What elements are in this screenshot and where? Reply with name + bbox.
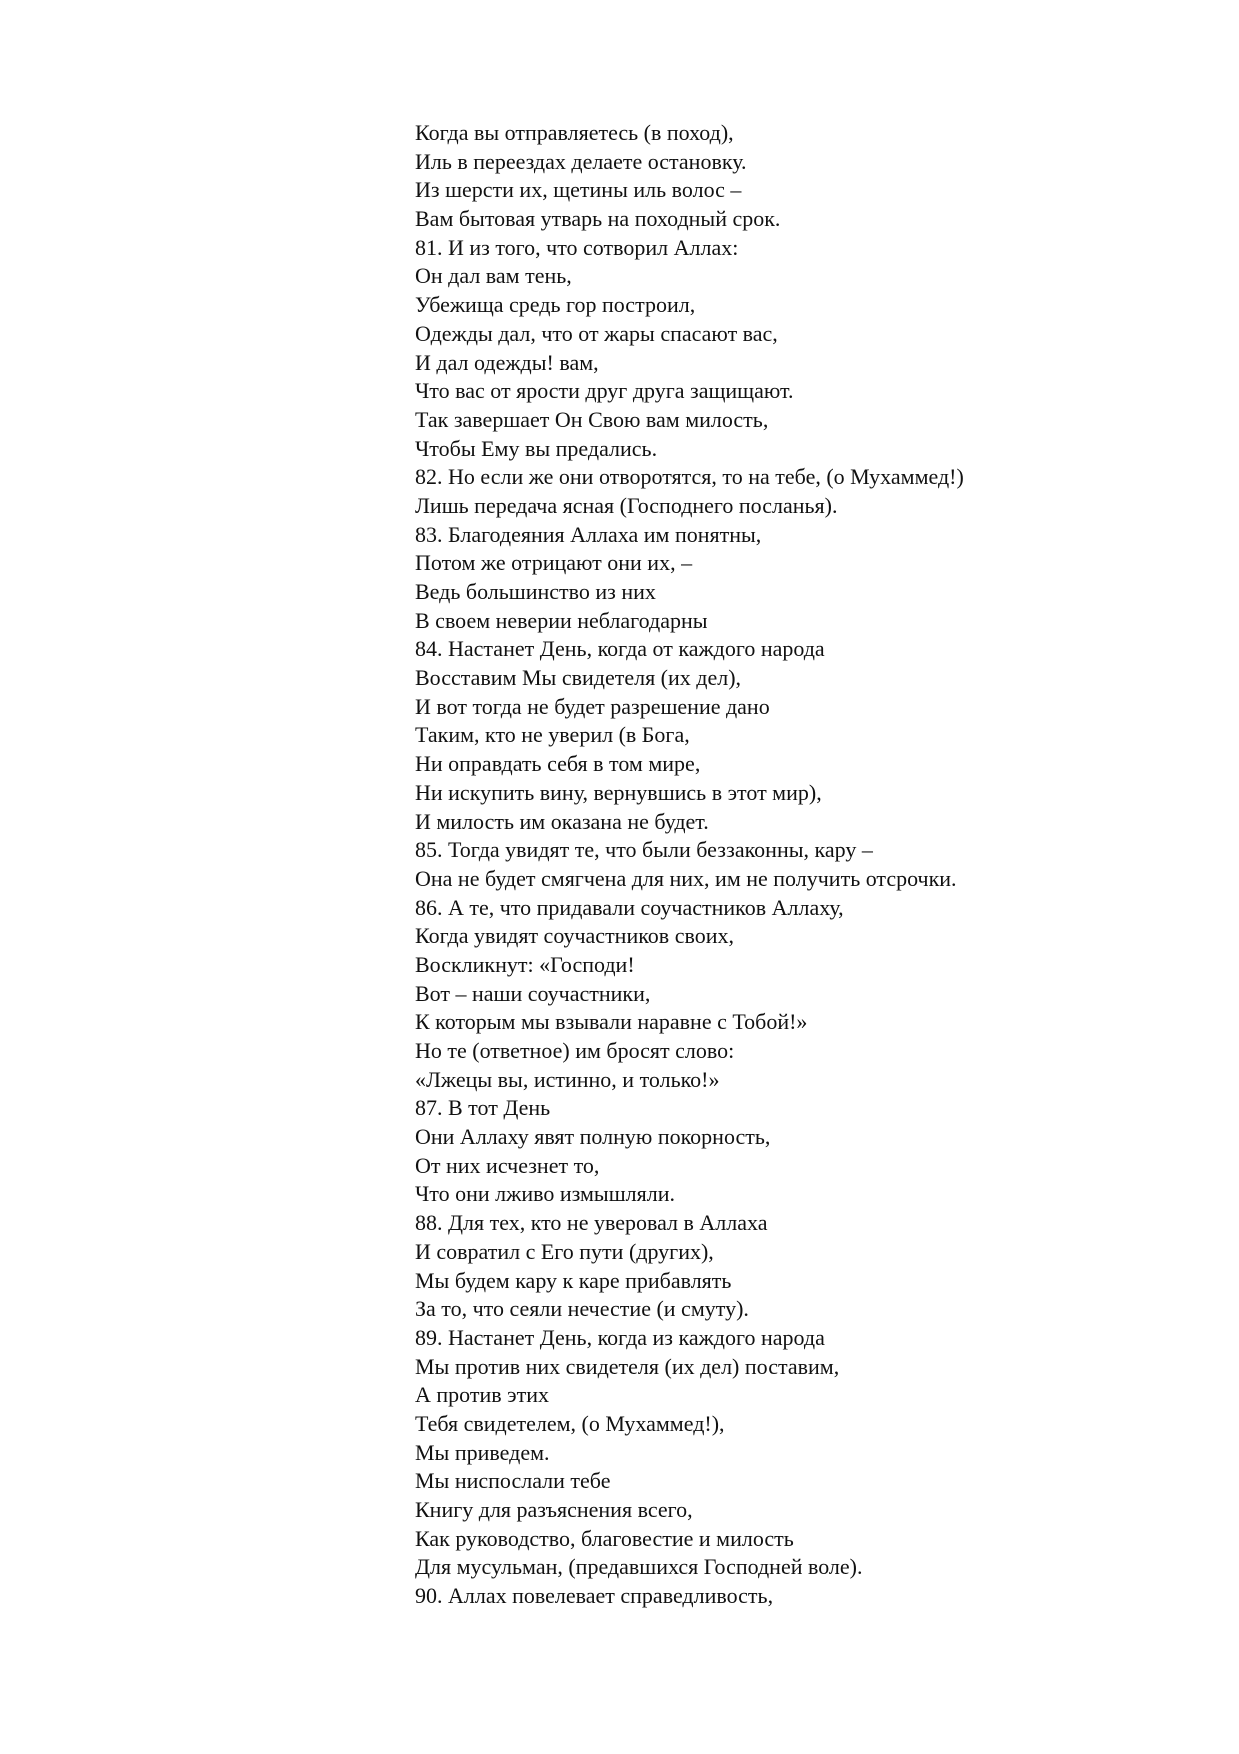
text-line: Так завершает Он Свою вам милость, bbox=[415, 406, 769, 432]
text-line: За то, что сеяли нечестие (и смуту). bbox=[415, 1296, 749, 1322]
text-line: Они Аллаху явят полную покорность, bbox=[415, 1124, 771, 1150]
text-line: Когда вы отправляетесь (в поход), bbox=[415, 120, 734, 145]
text-line: Тебя свидетелем, (о Мухаммед!), bbox=[415, 1410, 725, 1436]
text-line: Как руководство, благовестие и милость bbox=[415, 1525, 794, 1551]
verse-text-block bbox=[415, 119, 1215, 1611]
text-line: В своем неверии неблагодарны bbox=[415, 607, 708, 633]
text-line: Из шерсти их, щетины иль волос – bbox=[415, 177, 742, 203]
text-line: От них исчезнет то, bbox=[415, 1152, 600, 1178]
text-line: Ведь большинство из них bbox=[415, 579, 656, 604]
text-line: Иль в переездах делаете остановку. bbox=[415, 148, 747, 174]
text-line: Ни оправдать себя в том мире, bbox=[415, 751, 701, 777]
text-line: Мы ниспослали тебе bbox=[415, 1468, 611, 1494]
text-line: Что они лживо измышляли. bbox=[415, 1181, 676, 1207]
text-line: 88. Для тех, кто не уверовал в Аллаха bbox=[415, 1210, 768, 1236]
text-line: «Лжецы вы, истинно, и только!» bbox=[415, 1066, 720, 1092]
text-line: 86. А те, что придавали соучастников Аллаху, bbox=[415, 894, 844, 920]
text-line: Восставим Мы свидетеля (их дел), bbox=[415, 665, 742, 691]
text-line: 84. Настанет День, когда от каждого народа bbox=[415, 636, 825, 662]
text-line: 83. Благодеяния Аллаха им понятны, bbox=[415, 521, 762, 547]
text-line: 82. Но если же они отворотятся, то на тебе, (о Мухаммед!) bbox=[415, 464, 964, 490]
text-line: Вот – наши соучастники, bbox=[415, 980, 651, 1006]
text-line: Одежды дал, что от жары спасают вас, bbox=[415, 320, 778, 346]
text-line: Что вас от ярости друг друга защищают. bbox=[415, 378, 794, 404]
text-line: Мы приведем. bbox=[415, 1439, 550, 1465]
text-line: Таким, кто не уверил (в Бога, bbox=[415, 722, 690, 748]
text-line: И дал одежды! вам, bbox=[415, 349, 599, 375]
text-line: Но те (ответное) им бросят слово: bbox=[415, 1038, 735, 1063]
text-line: Лишь передача ясная (Господнего посланья). bbox=[415, 492, 838, 518]
text-line: А против этих bbox=[415, 1382, 549, 1408]
text-line: 90. Аллах повелевает справедливость, bbox=[415, 1583, 774, 1609]
text-line: Она не будет смягчена для них, им не получить отсрочки. bbox=[415, 865, 957, 891]
text-line: Убежища средь гор построил, bbox=[415, 292, 696, 318]
text-line: Чтобы Ему вы предались. bbox=[415, 435, 658, 461]
text-line: 87. В тот День bbox=[415, 1095, 551, 1121]
text-line: Книгу для разъяснения всего, bbox=[415, 1497, 693, 1522]
text-line: Вам бытовая утварь на походный срок. bbox=[415, 206, 781, 232]
text-line: 81. И из того, что сотворил Аллах: bbox=[415, 234, 739, 260]
text-line: 85. Тогда увидят те, что были беззаконны, кару – bbox=[415, 837, 873, 863]
text-line: И вот тогда не будет разрешение дано bbox=[415, 693, 770, 719]
text-line: Ни искупить вину, вернувшись в этот мир), bbox=[415, 779, 822, 805]
text-line: И совратил с Его пути (других), bbox=[415, 1238, 714, 1264]
text-line: Потом же отрицают они их, – bbox=[415, 550, 693, 576]
text-line: Мы против них свидетеля (их дел) поставим, bbox=[415, 1353, 840, 1379]
text-line: Он дал вам тень, bbox=[415, 263, 572, 289]
text-line: И милость им оказана не будет. bbox=[415, 808, 709, 834]
text-line: Для мусульман, (предавшихся Господней воле). bbox=[415, 1554, 863, 1580]
text-line: Воскликнут: «Господи! bbox=[415, 951, 635, 977]
text-line: К которым мы взывали наравне с Тобой!» bbox=[415, 1009, 808, 1035]
text-line: Когда увидят соучастников своих, bbox=[415, 923, 734, 949]
text-line: Мы будем кару к каре прибавлять bbox=[415, 1267, 732, 1293]
text-line: 89. Настанет День, когда из каждого народа bbox=[415, 1324, 825, 1350]
